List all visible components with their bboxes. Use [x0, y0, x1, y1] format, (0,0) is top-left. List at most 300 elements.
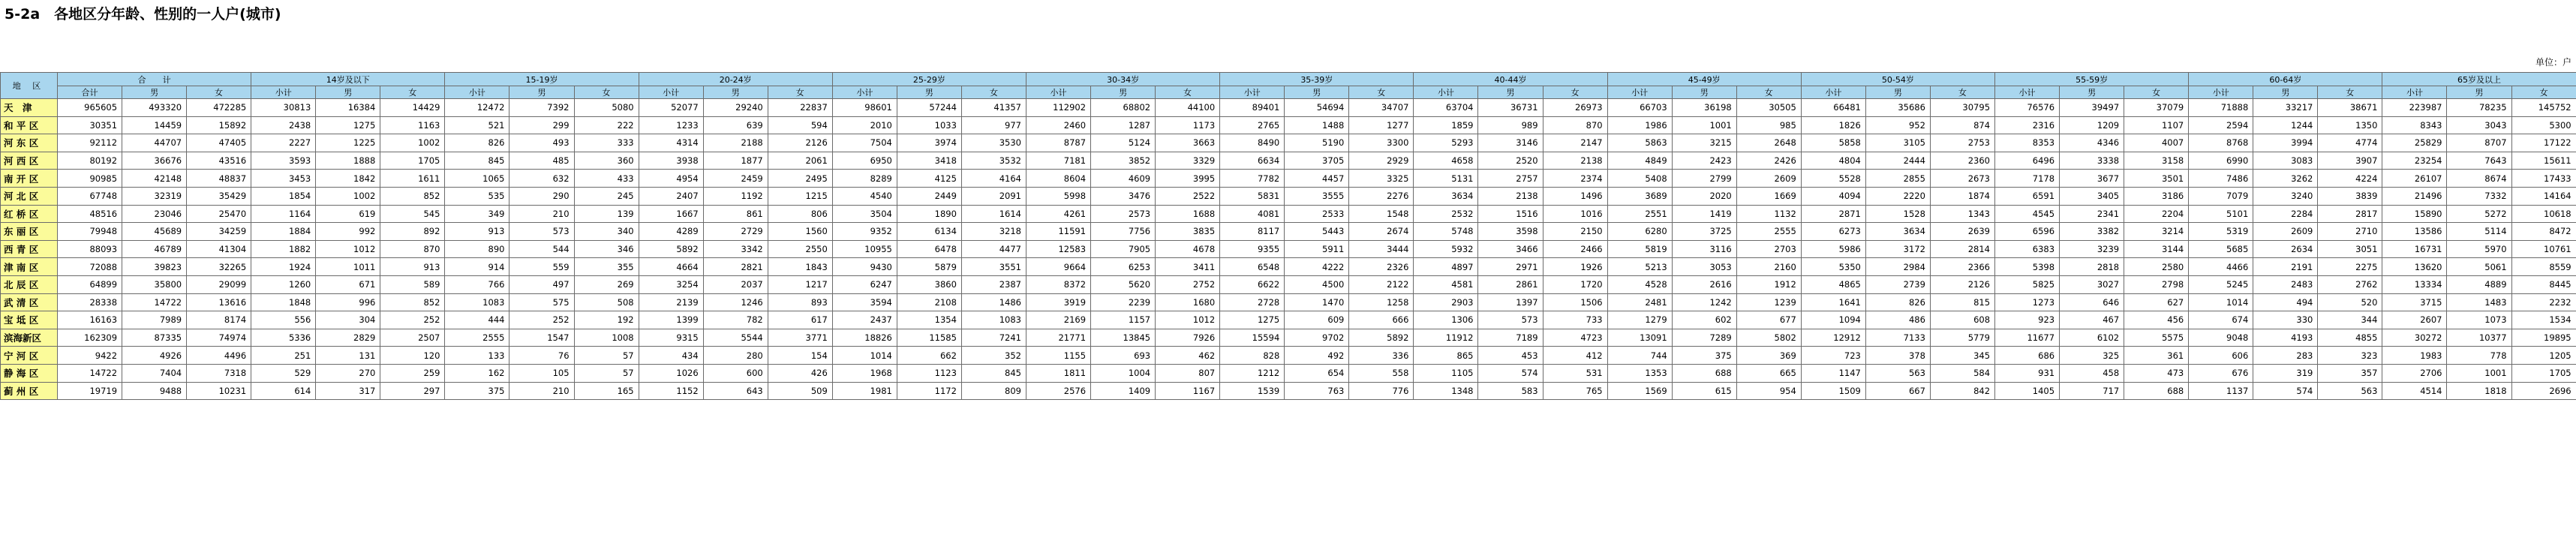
value-cell: 14459: [122, 116, 187, 134]
value-cell: 497: [509, 275, 574, 293]
value-cell: 6280: [1607, 223, 1672, 241]
value-cell: 1614: [961, 205, 1026, 223]
value-cell: 5114: [2447, 223, 2511, 241]
subtotal-header: 小计: [445, 86, 509, 99]
value-cell: 842: [1930, 382, 1994, 400]
value-cell: 6273: [1801, 223, 1865, 241]
value-cell: 2762: [2318, 275, 2382, 293]
value-cell: 6247: [832, 275, 897, 293]
value-cell: 280: [703, 347, 768, 365]
value-cell: 5443: [1285, 223, 1349, 241]
value-cell: 3938: [639, 152, 703, 170]
value-cell: 815: [1930, 293, 1994, 311]
value-cell: 8445: [2511, 275, 2576, 293]
value-cell: 3239: [2060, 240, 2124, 258]
value-cell: 1496: [1543, 187, 1607, 205]
value-cell: 5825: [1995, 275, 2060, 293]
value-cell: 1968: [832, 364, 897, 382]
value-cell: 807: [1156, 364, 1220, 382]
value-cell: 2122: [1349, 275, 1414, 293]
value-cell: 346: [574, 240, 639, 258]
value-cell: 5398: [1995, 258, 2060, 276]
female-header: 女: [961, 86, 1026, 99]
value-cell: 5986: [1801, 240, 1865, 258]
value-cell: 4457: [1285, 170, 1349, 188]
value-cell: 2674: [1349, 223, 1414, 241]
region-cell: 蓟 州 区: [1, 382, 58, 400]
value-cell: 252: [509, 311, 574, 329]
value-cell: 2204: [2124, 205, 2189, 223]
male-header: 男: [1285, 86, 1349, 99]
value-cell: 1882: [251, 240, 316, 258]
value-cell: 688: [1672, 364, 1736, 382]
value-cell: 4094: [1801, 187, 1865, 205]
value-cell: 34259: [187, 223, 251, 241]
region-cell: 和 平 区: [1, 116, 58, 134]
value-cell: 1157: [1091, 311, 1156, 329]
value-cell: 10231: [187, 382, 251, 400]
value-cell: 3715: [2382, 293, 2447, 311]
value-cell: 828: [1220, 347, 1285, 365]
value-cell: 1215: [768, 187, 832, 205]
value-cell: 1983: [2382, 347, 2447, 365]
value-cell: 98601: [832, 99, 897, 117]
value-cell: 3186: [2124, 187, 2189, 205]
value-cell: 14429: [380, 99, 445, 117]
value-cell: 2799: [1672, 170, 1736, 188]
value-cell: 666: [1349, 311, 1414, 329]
value-cell: 3501: [2124, 170, 2189, 188]
value-cell: 9315: [639, 329, 703, 347]
value-cell: 7404: [122, 364, 187, 382]
value-cell: 433: [574, 170, 639, 188]
value-cell: 3262: [2253, 170, 2318, 188]
age-group-header: 65岁及以上: [2382, 73, 2576, 86]
value-cell: 68802: [1091, 99, 1156, 117]
value-cell: 520: [2318, 293, 2382, 311]
value-cell: 22837: [768, 99, 832, 117]
value-cell: 3254: [639, 275, 703, 293]
value-cell: 333: [574, 134, 639, 152]
value-cell: 1167: [1156, 382, 1220, 400]
data-table: [0, 72, 2576, 400]
value-cell: 2753: [1930, 134, 1994, 152]
value-cell: 88093: [58, 240, 122, 258]
value-cell: 6591: [1995, 187, 2060, 205]
value-cell: 15890: [2382, 205, 2447, 223]
table-row: [1, 205, 2576, 223]
table-row: [1, 187, 2576, 205]
value-cell: 25829: [2382, 134, 2447, 152]
value-cell: 79948: [58, 223, 122, 241]
value-cell: 3974: [897, 134, 961, 152]
subtotal-header: 小计: [1026, 86, 1091, 99]
age-group-header: 35-39岁: [1220, 73, 1414, 86]
value-cell: 845: [445, 152, 509, 170]
value-cell: 2108: [897, 293, 961, 311]
value-cell: 10955: [832, 240, 897, 258]
female-header: 女: [768, 86, 832, 99]
value-cell: 2483: [2253, 275, 2318, 293]
value-cell: 5932: [1414, 240, 1478, 258]
value-cell: 139: [574, 205, 639, 223]
value-cell: 44100: [1156, 99, 1220, 117]
value-cell: 6478: [897, 240, 961, 258]
value-cell: 162309: [58, 329, 122, 347]
value-cell: 71888: [2189, 99, 2253, 117]
value-cell: 5408: [1607, 170, 1672, 188]
value-cell: 5528: [1801, 170, 1865, 188]
value-cell: 28338: [58, 293, 122, 311]
value-cell: 29240: [703, 99, 768, 117]
value-cell: 1399: [639, 311, 703, 329]
value-cell: 64899: [58, 275, 122, 293]
value-cell: 486: [1865, 311, 1930, 329]
region-cell: 河 东 区: [1, 134, 58, 152]
table-row: [1, 223, 2576, 241]
value-cell: 16731: [2382, 240, 2447, 258]
value-cell: 3105: [1865, 134, 1930, 152]
value-cell: 4193: [2253, 329, 2318, 347]
value-cell: 6383: [1995, 240, 2060, 258]
value-cell: 765: [1543, 382, 1607, 400]
value-cell: 5293: [1414, 134, 1478, 152]
value-cell: 558: [1349, 364, 1414, 382]
value-cell: 9488: [122, 382, 187, 400]
value-cell: 210: [509, 382, 574, 400]
value-cell: 723: [1801, 347, 1865, 365]
value-cell: 2616: [1672, 275, 1736, 293]
value-cell: 662: [897, 347, 961, 365]
value-cell: 852: [380, 293, 445, 311]
value-cell: 340: [574, 223, 639, 241]
value-cell: 3594: [832, 293, 897, 311]
value-cell: 2495: [768, 170, 832, 188]
value-cell: 2580: [2124, 258, 2189, 276]
value-cell: 5272: [2447, 205, 2511, 223]
value-cell: 3453: [251, 170, 316, 188]
value-cell: 8604: [1026, 170, 1091, 188]
value-cell: 9352: [832, 223, 897, 241]
value-cell: 2150: [1543, 223, 1607, 241]
value-cell: 92112: [58, 134, 122, 152]
value-cell: 76: [509, 347, 574, 365]
value-cell: 4224: [2318, 170, 2382, 188]
value-cell: 2227: [251, 134, 316, 152]
value-cell: 1173: [1156, 116, 1220, 134]
table-row: [1, 99, 2576, 117]
value-cell: 890: [445, 240, 509, 258]
table-body: [1, 99, 2576, 400]
value-cell: 1246: [703, 293, 768, 311]
value-cell: 7289: [1672, 329, 1736, 347]
value-cell: 1547: [509, 329, 574, 347]
value-cell: 870: [380, 240, 445, 258]
value-cell: 688: [2124, 382, 2189, 400]
region-cell: 武 清 区: [1, 293, 58, 311]
header-row-subheaders: [1, 86, 2576, 99]
value-cell: 2220: [1865, 187, 1930, 205]
value-cell: 2821: [703, 258, 768, 276]
value-cell: 556: [251, 311, 316, 329]
value-cell: 693: [1091, 347, 1156, 365]
value-cell: 608: [1930, 311, 1994, 329]
value-cell: 1720: [1543, 275, 1607, 293]
value-cell: 2814: [1930, 240, 1994, 258]
value-cell: 11912: [1414, 329, 1478, 347]
male-header: 男: [509, 86, 574, 99]
value-cell: 1353: [1607, 364, 1672, 382]
value-cell: 2426: [1736, 152, 1801, 170]
value-cell: 8768: [2189, 134, 2253, 152]
value-cell: 913: [380, 258, 445, 276]
value-cell: 665: [1736, 364, 1801, 382]
value-cell: 4500: [1285, 275, 1349, 293]
value-cell: 11591: [1026, 223, 1091, 241]
value-cell: 57: [574, 364, 639, 382]
value-cell: 2138: [1543, 152, 1607, 170]
value-cell: 7926: [1156, 329, 1220, 347]
value-cell: 3053: [1672, 258, 1736, 276]
value-cell: 1212: [1220, 364, 1285, 382]
value-cell: 2326: [1349, 258, 1414, 276]
value-cell: 1354: [897, 311, 961, 329]
value-cell: 7486: [2189, 170, 2253, 188]
value-cell: 112902: [1026, 99, 1091, 117]
age-group-header: 55-59岁: [1995, 73, 2189, 86]
value-cell: 7332: [2447, 187, 2511, 205]
value-cell: 509: [768, 382, 832, 400]
value-cell: 4954: [639, 170, 703, 188]
value-cell: 545: [380, 205, 445, 223]
male-header: 男: [1478, 86, 1543, 99]
value-cell: 4658: [1414, 152, 1478, 170]
value-cell: 375: [445, 382, 509, 400]
value-cell: 1848: [251, 293, 316, 311]
value-cell: 2673: [1930, 170, 1994, 188]
value-cell: 5300: [2511, 116, 2576, 134]
value-cell: 2728: [1220, 293, 1285, 311]
value-cell: 1026: [639, 364, 703, 382]
value-cell: 4774: [2318, 134, 2382, 152]
value-cell: 453: [1478, 347, 1543, 365]
value-cell: 4125: [897, 170, 961, 188]
value-cell: 602: [1672, 311, 1736, 329]
value-cell: 330: [2253, 311, 2318, 329]
value-cell: 4609: [1091, 170, 1156, 188]
region-column-header: 地 区: [1, 73, 58, 99]
value-cell: 574: [2253, 382, 2318, 400]
value-cell: 3158: [2124, 152, 2189, 170]
value-cell: 2555: [1736, 223, 1801, 241]
value-cell: 2533: [1285, 205, 1349, 223]
value-cell: 4678: [1156, 240, 1220, 258]
value-cell: 369: [1736, 347, 1801, 365]
value-cell: 304: [316, 311, 380, 329]
value-cell: 2520: [1478, 152, 1543, 170]
value-cell: 7133: [1865, 329, 1930, 347]
value-cell: 954: [1736, 382, 1801, 400]
value-cell: 3146: [1478, 134, 1543, 152]
value-cell: 845: [961, 364, 1026, 382]
value-cell: 1688: [1156, 205, 1220, 223]
value-cell: 131: [316, 347, 380, 365]
value-cell: 5080: [574, 99, 639, 117]
value-cell: 3476: [1091, 187, 1156, 205]
value-cell: 3338: [2060, 152, 2124, 170]
value-cell: 2010: [832, 116, 897, 134]
value-cell: 671: [316, 275, 380, 293]
value-cell: 3530: [961, 134, 1026, 152]
value-cell: 2407: [639, 187, 703, 205]
unit-label: 单位：户: [2535, 57, 2571, 68]
value-cell: 297: [380, 382, 445, 400]
value-cell: 8289: [832, 170, 897, 188]
value-cell: 646: [2060, 293, 2124, 311]
value-cell: 5892: [1349, 329, 1414, 347]
value-cell: 1233: [639, 116, 703, 134]
value-cell: 462: [1156, 347, 1220, 365]
value-cell: 826: [1865, 293, 1930, 311]
male-header: 男: [1672, 86, 1736, 99]
value-cell: 589: [380, 275, 445, 293]
value-cell: 8372: [1026, 275, 1091, 293]
value-cell: 5213: [1607, 258, 1672, 276]
value-cell: 4855: [2318, 329, 2382, 347]
value-cell: 639: [703, 116, 768, 134]
female-header: 女: [1156, 86, 1220, 99]
value-cell: 1002: [380, 134, 445, 152]
value-cell: 9355: [1220, 240, 1285, 258]
value-cell: 8674: [2447, 170, 2511, 188]
value-cell: 19895: [2511, 329, 2576, 347]
value-cell: 154: [768, 347, 832, 365]
value-cell: 627: [2124, 293, 2189, 311]
value-cell: 1012: [316, 240, 380, 258]
value-cell: 617: [768, 311, 832, 329]
value-cell: 1669: [1736, 187, 1801, 205]
value-cell: 1488: [1285, 116, 1349, 134]
value-cell: 3215: [1672, 134, 1736, 152]
value-cell: 7756: [1091, 223, 1156, 241]
value-cell: 914: [445, 258, 509, 276]
value-cell: 14164: [2511, 187, 2576, 205]
value-cell: 3418: [897, 152, 961, 170]
value-cell: 2366: [1930, 258, 1994, 276]
value-cell: 13845: [1091, 329, 1156, 347]
value-cell: 1011: [316, 258, 380, 276]
value-cell: 744: [1607, 347, 1672, 365]
value-cell: 35429: [187, 187, 251, 205]
value-cell: 7178: [1995, 170, 2060, 188]
value-cell: 3218: [961, 223, 1026, 241]
value-cell: 4222: [1285, 258, 1349, 276]
value-cell: 584: [1930, 364, 1994, 382]
value-cell: 7079: [2189, 187, 2253, 205]
value-cell: 8117: [1220, 223, 1285, 241]
subtotal-header: 小计: [1414, 86, 1478, 99]
value-cell: 3214: [2124, 223, 2189, 241]
value-cell: 30813: [251, 99, 316, 117]
value-cell: 7643: [2447, 152, 2511, 170]
value-cell: 3852: [1091, 152, 1156, 170]
value-cell: 1083: [445, 293, 509, 311]
value-cell: 5124: [1091, 134, 1156, 152]
value-cell: 8559: [2511, 258, 2576, 276]
subtotal-header: 小计: [1220, 86, 1285, 99]
female-header: 女: [2511, 86, 2576, 99]
value-cell: 6990: [2189, 152, 2253, 170]
value-cell: 4723: [1543, 329, 1607, 347]
value-cell: 7189: [1478, 329, 1543, 347]
value-cell: 3598: [1478, 223, 1543, 241]
value-cell: 1073: [2447, 311, 2511, 329]
value-cell: 5190: [1285, 134, 1349, 152]
value-cell: 36676: [122, 152, 187, 170]
value-cell: 2522: [1156, 187, 1220, 205]
value-cell: 3144: [2124, 240, 2189, 258]
value-cell: 1470: [1285, 293, 1349, 311]
value-cell: 57244: [897, 99, 961, 117]
value-cell: 1014: [832, 347, 897, 365]
value-cell: 1705: [380, 152, 445, 170]
value-cell: 8353: [1995, 134, 2060, 152]
value-cell: 357: [2318, 364, 2382, 382]
value-cell: 26973: [1543, 99, 1607, 117]
value-cell: 2739: [1865, 275, 1930, 293]
value-cell: 13334: [2382, 275, 2447, 293]
value-cell: 778: [2447, 347, 2511, 365]
female-header: 女: [1543, 86, 1607, 99]
value-cell: 2459: [703, 170, 768, 188]
value-cell: 1105: [1414, 364, 1478, 382]
value-cell: 2438: [251, 116, 316, 134]
value-cell: 78235: [2447, 99, 2511, 117]
value-cell: 6253: [1091, 258, 1156, 276]
value-cell: 1192: [703, 187, 768, 205]
value-cell: 1483: [2447, 293, 2511, 311]
value-cell: 1859: [1414, 116, 1478, 134]
value-cell: 1539: [1220, 382, 1285, 400]
value-cell: 1397: [1478, 293, 1543, 311]
value-cell: 2147: [1543, 134, 1607, 152]
value-cell: 2550: [768, 240, 832, 258]
value-cell: 2555: [445, 329, 509, 347]
value-cell: 1826: [1801, 116, 1865, 134]
value-cell: 874: [1930, 116, 1994, 134]
value-cell: 1534: [2511, 311, 2576, 329]
value-cell: 2437: [832, 311, 897, 329]
female-header: 女: [1349, 86, 1414, 99]
value-cell: 1132: [1736, 205, 1801, 223]
value-cell: 1641: [1801, 293, 1865, 311]
value-cell: 733: [1543, 311, 1607, 329]
region-cell: 南 开 区: [1, 170, 58, 188]
value-cell: 90985: [58, 170, 122, 188]
value-cell: 1277: [1349, 116, 1414, 134]
value-cell: 763: [1285, 382, 1349, 400]
value-cell: 1209: [2060, 116, 2124, 134]
male-header: 男: [703, 86, 768, 99]
value-cell: 133: [445, 347, 509, 365]
value-cell: 66703: [1607, 99, 1672, 117]
value-cell: 456: [2124, 311, 2189, 329]
value-cell: 36731: [1478, 99, 1543, 117]
value-cell: 2188: [703, 134, 768, 152]
value-cell: 535: [445, 187, 509, 205]
value-cell: 5831: [1220, 187, 1285, 205]
table-row: [1, 364, 2576, 382]
